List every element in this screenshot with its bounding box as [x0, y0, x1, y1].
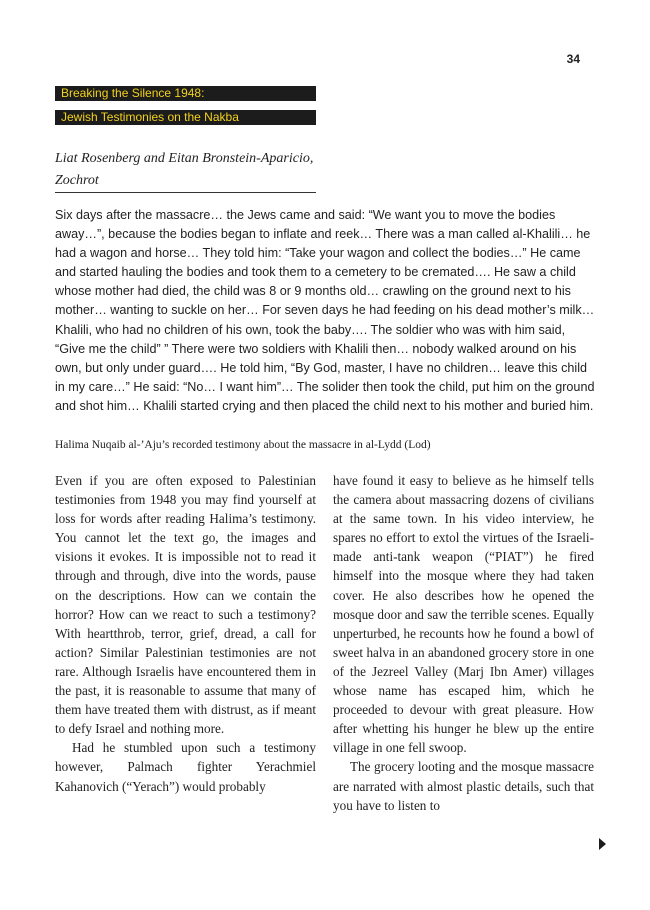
page-number: 34: [566, 52, 580, 66]
paragraph: have found it easy to believe as he himself tells the camera about massacring dozens of civilians at the same town. In his video interview, he spares no effort to extol the virtues of the Israeli-made anti-tank weapon (“PIAT”) he fired himself into the mosque where they had taken cover. He also describes how he opened the mosque door and saw the terrible scenes. Equally unperturbed, he recounts how he found a bowl of sweet halva in an abandoned grocery store in one of the Jezreel Valley (Marj Ibn Amer) villages whose name has escaped him, which he proceeded to devour with great pleasure. How after whetting his hunger he blew up the entire village in one fell swoop.: [333, 473, 594, 756]
article-title-line-1: Breaking the Silence 1948:: [55, 86, 316, 101]
quote-source: Halima Nuqaib al-’Aju’s recorded testimony about the massacre in al-Lydd (Lod): [55, 439, 431, 451]
paragraph: The grocery looting and the mosque massacre are narrated with almost plastic details, such that you have to listen to: [333, 759, 594, 813]
testimony-quote: Six days after the massacre… the Jews came and said: “We want you to move the bodies away…”, because the bodies began to inflate and reek… There was a man called al-Khalili… he had a wagon and horse… They told him: “Take your wagon and collect the bodies…” He came and started hauling the bodies and took them to a cemetery to be cremated…. He saw a child whose mother had died, the child was 8 or 9 months old… crawling on the ground next to his mother… wanting to suckle on her… For seven days he had feeding on his dead mother’s milk… Khalili, who had no children of his own, took the baby…. The soldier who was with him said, “Give me the child” ” There were two soldiers with Khalili then… nobody walked around on his own, but only under guard…. He told him, “By God, master, I have no children… leave this child in my care…” He said: “No… I want him”… The solider then took the child, put him on the ground and shot him… Khalili started crying and then placed the child next to his mother and buried him.: [55, 208, 595, 413]
paragraph: Had he stumbled upon such a testimony however, Palmach fighter Yerachmiel Kahanovich (“Yerach”) would probably: [55, 740, 316, 794]
body-column-left: [55, 471, 316, 796]
author-byline: Liat Rosenberg and Eitan Bronstein-Aparicio, Zochrot: [55, 151, 314, 188]
article-title-line-2: Jewish Testimonies on the Nakba: [55, 110, 316, 125]
arrow-right-icon: [599, 838, 606, 850]
body-column-right: [333, 471, 594, 815]
byline-divider: [55, 192, 316, 193]
paragraph: Even if you are often exposed to Palestinian testimonies from 1948 you may find yourself at loss for words after reading Halima’s testimony. You cannot let the text go, the images and visions it evokes. It is impossible not to read it through and through, dive into the words, pause on the descriptions. How can we contain the horror? How can we react to such a testimony? With heartthrob, terror, grief, dread, a call for action? Similar Palestinian testimonies are not rare. Although Israelis have encountered them in the past, it is reasonable to assume that many of them have treated them with distrust, as if meant to defy Israel and nothing more.: [55, 473, 316, 737]
